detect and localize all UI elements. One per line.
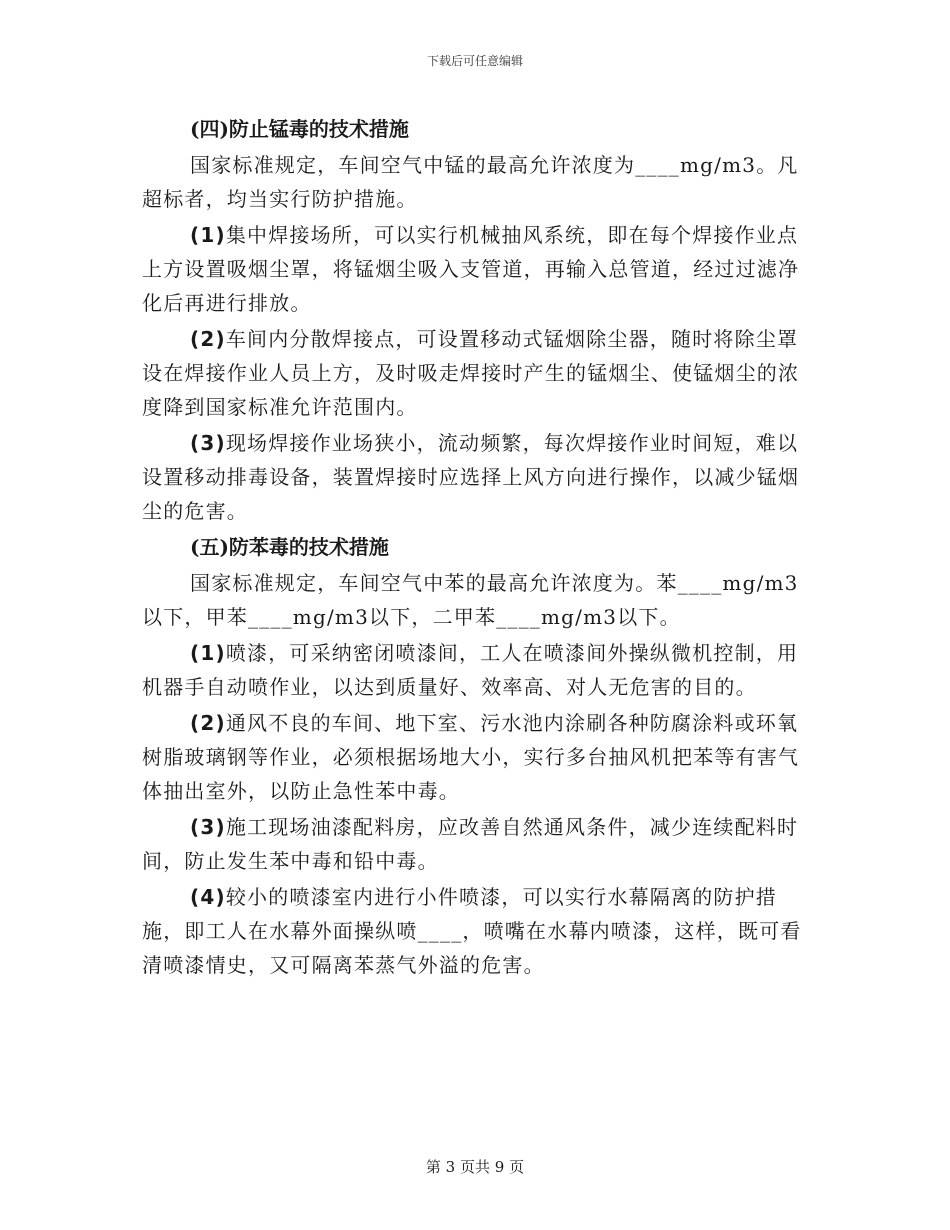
section-heading-4: (四)防止锰毒的技术措施 (190, 117, 409, 141)
item-text: 较小的喷漆室内进行小件喷漆，可以实行水幕隔离的防护措施，即工人在水幕外面操纵喷____，喷嘴在水幕内喷漆，这样，既可看清喷漆情史，又可隔离苯蒸气外溢的危害。 (142, 885, 802, 977)
item-number: (3) (190, 815, 226, 839)
item-text: 喷漆，可采纳密闭喷漆间，工人在喷漆间外操纵微机控制，用机器手自动喷作业，以达到质量好、效率高、对人无危害的目的。 (142, 641, 799, 699)
section-heading-5: (五)防苯毒的技术措施 (190, 535, 389, 559)
item-text: 现场焊接作业场狭小，流动频繁，每次焊接作业时间短，难以设置移动排毒设备，装置焊接时应选择上风方向进行操作，以减少锰烟尘的危害。 (142, 431, 800, 523)
list-item (142, 880, 814, 982)
item-text: 车间内分散焊接点，可设置移动式锰烟除尘器，随时将除尘罩设在焊接作业人员上方，及时吸走焊接时产生的锰烟尘、使锰烟尘的浓度降到国家标准允许范围内。 (142, 327, 800, 419)
item-number: (2) (190, 711, 226, 735)
item-number: (1) (190, 223, 226, 247)
item-number: (1) (190, 641, 226, 665)
list-item (142, 706, 814, 808)
document-body (142, 112, 814, 984)
list-item (142, 426, 814, 528)
item-text: 集中焊接场所，可以实行机械抽风系统，即在每个焊接作业点上方设置吸烟尘罩，将锰烟尘吸入支管道，再输入总管道，经过过滤净化后再进行排放。 (142, 223, 800, 315)
section-4-intro: 国家标准规定，车间空气中锰的最高允许浓度为____mg/m3。凡超标者，均当实行防护措施。 (142, 153, 799, 211)
list-item (142, 322, 814, 424)
list-item (142, 218, 814, 320)
item-number: (3) (190, 431, 226, 455)
section-5-intro: 国家标准规定，车间空气中苯的最高允许浓度为。苯____mg/m3以下，甲苯____mg/m3以下，二甲苯____mg/m3以下。 (142, 571, 799, 629)
item-number: (2) (190, 327, 226, 351)
page-footer: 第 3 页共 9 页 (425, 1158, 525, 1176)
item-number: (4) (190, 885, 226, 909)
list-item (142, 810, 814, 878)
list-item (142, 636, 814, 704)
item-text: 施工现场油漆配料房，应改善自然通风条件，减少连续配料时间，防止发生苯中毒和铅中毒。 (142, 815, 799, 873)
item-text: 通风不良的车间、地下室、污水池内涂刷各种防腐涂料或环氧树脂玻璃钢等作业，必须根据场地大小，实行多台抽风机把苯等有害气体抽出室外，以防止急性苯中毒。 (142, 711, 800, 803)
page-header: 下载后可任意编辑 (426, 54, 523, 68)
